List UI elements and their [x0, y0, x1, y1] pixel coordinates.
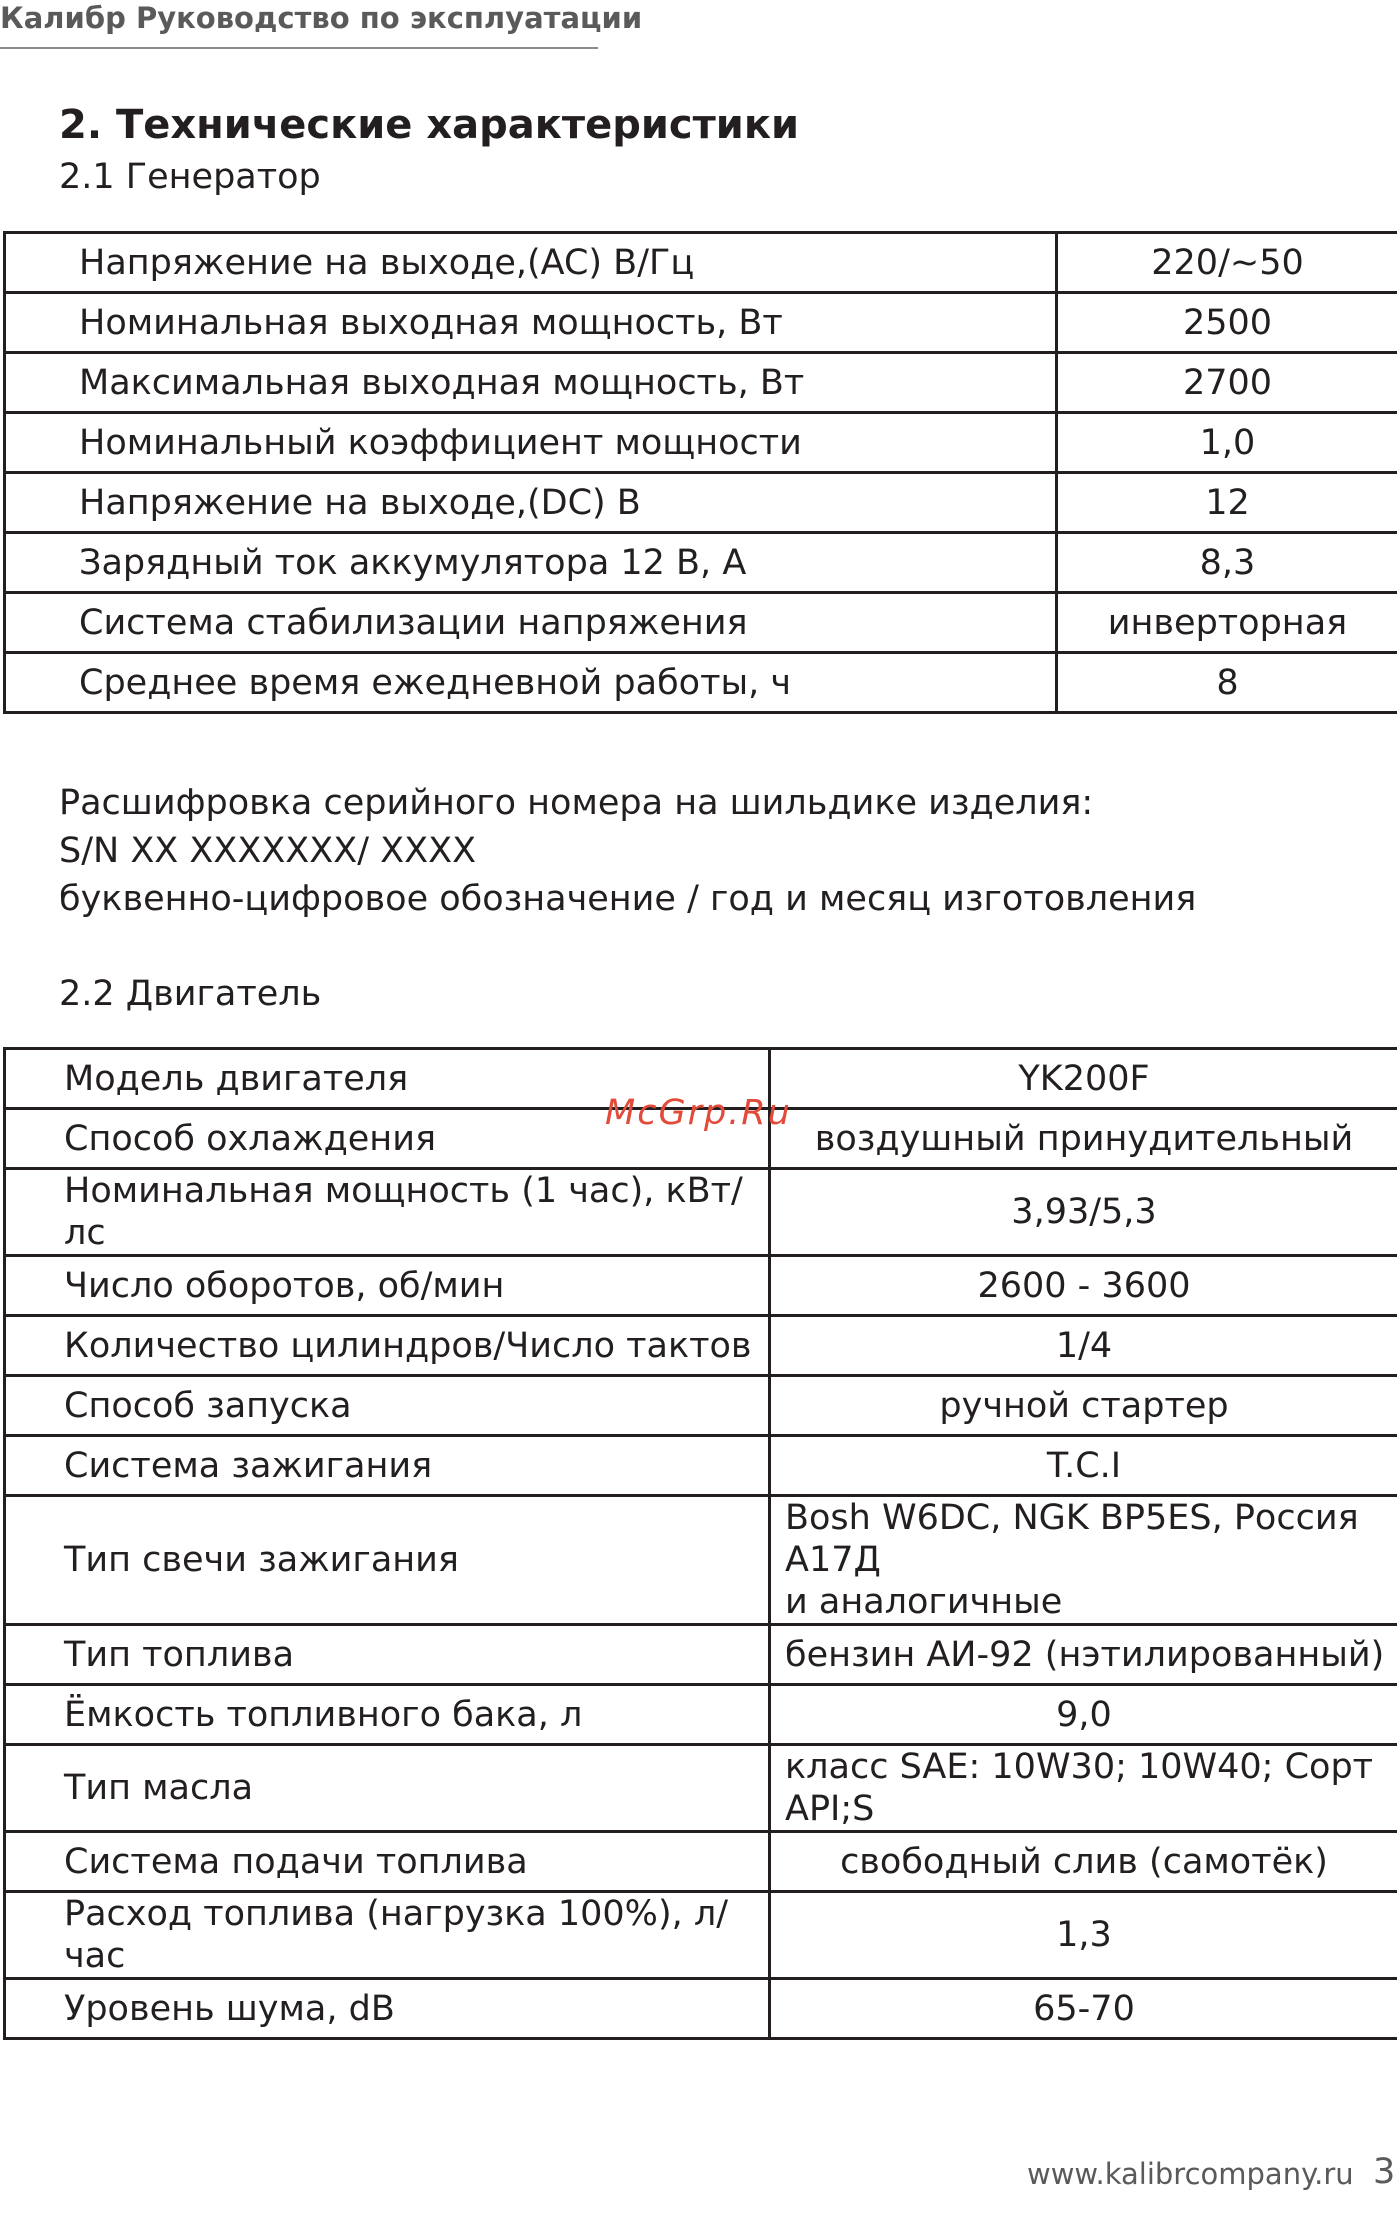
table-row: [5, 1745, 1397, 1832]
spec-value: инверторная: [1057, 593, 1397, 653]
table-row: [5, 353, 1397, 413]
spec-name: Расход топлива (нагрузка 100%), л/час: [5, 1892, 770, 1979]
spec-name: Напряжение на выходе,(AC) В/Гц: [5, 233, 1057, 293]
table-row: [5, 1625, 1397, 1685]
spec-value: [770, 1496, 1397, 1625]
spec-name: Система подачи топлива: [5, 1832, 770, 1892]
spec-value: класс SAE: 10W30; 10W40; Сорт API;S: [770, 1745, 1397, 1832]
spec-name: Максимальная выходная мощность, Вт: [5, 353, 1057, 413]
header-divider: [0, 47, 598, 49]
engine-spec-table: [3, 1047, 1397, 2040]
spec-name: Модель двигателя: [5, 1049, 770, 1109]
engine-subtitle: 2.2 Двигатель: [59, 974, 322, 1014]
spec-value: 2500: [1057, 293, 1397, 353]
spec-value: 8,3: [1057, 533, 1397, 593]
spec-value: 1/4: [770, 1316, 1397, 1376]
table-row: [5, 1496, 1397, 1625]
table-row: [5, 1256, 1397, 1316]
spec-value: 220/~50: [1057, 233, 1397, 293]
table-row: [5, 653, 1397, 713]
spec-name: Тип топлива: [5, 1625, 770, 1685]
spec-value: YK200F: [770, 1049, 1397, 1109]
table-row: [5, 1376, 1397, 1436]
spec-name: Номинальный коэффициент мощности: [5, 413, 1057, 473]
spec-name: Система стабилизации напряжения: [5, 593, 1057, 653]
spec-value: 3,93/5,3: [770, 1169, 1397, 1256]
spec-name: Количество цилиндров/Число тактов: [5, 1316, 770, 1376]
table-row: [5, 1169, 1397, 1256]
table-row: [5, 1832, 1397, 1892]
spec-value: 2600 - 3600: [770, 1256, 1397, 1316]
spec-name: Способ охлаждения: [5, 1109, 770, 1169]
spec-value: бензин АИ-92 (нэтилированный): [770, 1625, 1397, 1685]
spec-value: 1,0: [1057, 413, 1397, 473]
spec-value: ручной стартер: [770, 1376, 1397, 1436]
table-row: [5, 413, 1397, 473]
spec-value: 2700: [1057, 353, 1397, 413]
generator-subtitle: 2.1 Генератор: [59, 157, 321, 197]
table-row: [5, 1316, 1397, 1376]
spec-name: Ёмкость топливного бака, л: [5, 1685, 770, 1745]
table-row: [5, 1892, 1397, 1979]
document-header-title: Калибр Руководство по эксплуатации: [0, 1, 643, 35]
spec-name: Номинальная выходная мощность, Вт: [5, 293, 1057, 353]
spec-value: T.C.I: [770, 1436, 1397, 1496]
watermark: McGrp.Ru: [605, 1093, 792, 1133]
spec-value: воздушный принудительный: [770, 1109, 1397, 1169]
table-row: [5, 1436, 1397, 1496]
spec-value: 9,0: [770, 1685, 1397, 1745]
serial-line-explanation: буквенно-цифровое обозначение / год и месяц изготовления: [59, 879, 1197, 919]
serial-line-format: S/N XX XXXXXXX/ XXXX: [59, 831, 477, 871]
spec-value: 65-70: [770, 1979, 1397, 2039]
spec-name: Среднее время ежедневной работы, ч: [5, 653, 1057, 713]
spec-name: Тип масла: [5, 1745, 770, 1832]
serial-number-note: [59, 779, 1196, 923]
generator-spec-table: [3, 231, 1397, 714]
page-number: 3: [1373, 2152, 1396, 2192]
spec-name: Тип свечи зажигания: [5, 1496, 770, 1625]
spec-value: 8: [1057, 653, 1397, 713]
section-title: 2. Технические характеристики: [59, 102, 799, 148]
table-row: [5, 533, 1397, 593]
table-row: [5, 1979, 1397, 2039]
spec-value: свободный слив (самотёк): [770, 1832, 1397, 1892]
table-row: [5, 593, 1397, 653]
spec-name: Зарядный ток аккумулятора 12 В, А: [5, 533, 1057, 593]
spec-value-line: и аналогичные: [785, 1582, 1063, 1622]
spec-name: Уровень шума, dB: [5, 1979, 770, 2039]
table-row: [5, 1685, 1397, 1745]
spec-name: Номинальная мощность (1 час), кВт/лс: [5, 1169, 770, 1256]
table-row: [5, 473, 1397, 533]
spec-name: Система зажигания: [5, 1436, 770, 1496]
spec-value: 12: [1057, 473, 1397, 533]
spec-name: Способ запуска: [5, 1376, 770, 1436]
table-row: [5, 293, 1397, 353]
spec-value-line: Bosh W6DC, NGK BP5ES, Россия А17Д: [785, 1498, 1359, 1580]
spec-value: 1,3: [770, 1892, 1397, 1979]
table-row: [5, 233, 1397, 293]
spec-name: Напряжение на выходе,(DC) В: [5, 473, 1057, 533]
footer-website-link[interactable]: www.kalibrcompany.ru: [1027, 2157, 1354, 2191]
serial-line-title: Расшифровка серийного номера на шильдике изделия:: [59, 783, 1094, 823]
spec-name: Число оборотов, об/мин: [5, 1256, 770, 1316]
